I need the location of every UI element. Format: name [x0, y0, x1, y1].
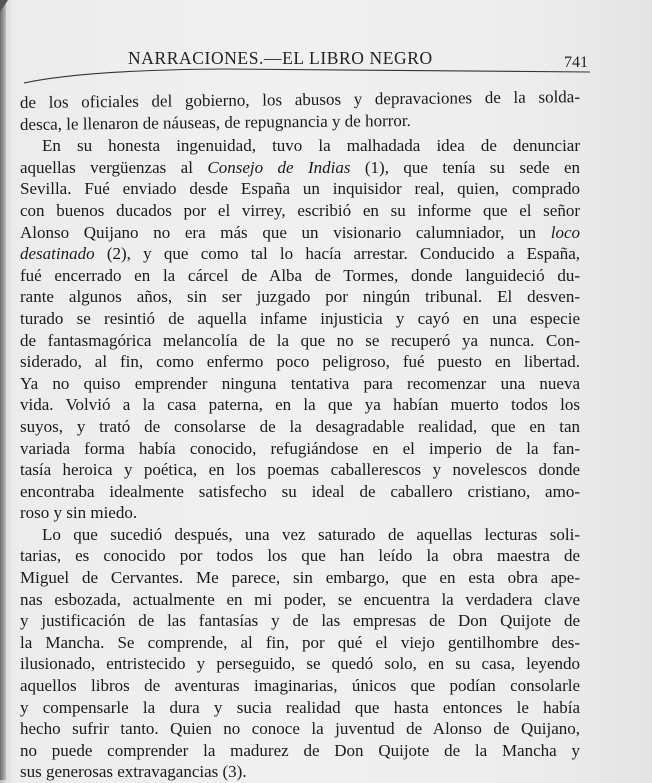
body-text	[19, 87, 581, 783]
text-line: aquellas vergüenzas al Consejo de Indias (1), que tenía su sede en	[20, 157, 580, 177]
text-line: suyos, y trató de consolarse de la desagradable realidad, que en tan	[20, 416, 580, 436]
text-line: no puede comprender la madurez de Don Quijote de la Mancha y	[20, 740, 580, 760]
text-line: ilusionado, entristecido y perseguido, se quedó solo, en su casa, leyendo	[20, 654, 580, 674]
text-line: rante algunos años, sin ser juzgado por ningún tribunal. El desven-	[20, 287, 580, 307]
page-number: 741	[564, 54, 588, 71]
text-line: nas esbozada, actualmente en mi poder, se encuentra la verdadera clave	[20, 589, 580, 609]
page-corner	[0, 0, 8, 12]
italic-title: Consejo de Indias	[207, 157, 351, 177]
text-line: y compensarle la dura y sucia realidad que hasta entonces le había	[20, 697, 580, 717]
text-line: En su honesta ingenuidad, tuvo la malhadada idea de denunciar	[42, 136, 580, 156]
text-line: roso y sin miedo.	[20, 503, 138, 523]
text-line: de fantasmagórica melancolía de la que no se recuperó ya nunca. Con-	[20, 330, 580, 350]
text-line: tarias, es conocido por todos los que han leído la obra maestra de	[20, 546, 580, 566]
text-line: Alonso Quijano no era más que un visionario calumniador, un loco	[20, 222, 580, 242]
italic-phrase: loco	[550, 222, 580, 242]
text-line: sus generosas extravagancias (3).	[20, 762, 247, 782]
text-line: la Mancha. Se comprende, al fin, por qué el viejo gentilhombre des-	[20, 632, 580, 652]
text-line: de los oficiales del gobierno, los abusos y depravaciones de la solda-	[19, 87, 581, 112]
text-line: encontraba idealmente satisfecho su ideal de caballero cristiano, amo-	[20, 481, 580, 501]
italic-phrase: desatinado	[20, 244, 95, 264]
text-line: vida. Volvió a la casa paterna, en la que ya habían muerto todos los	[20, 395, 580, 415]
header-rule	[24, 66, 590, 86]
text-line: Miguel de Cervantes. Me parece, sin embargo, que en esta obra ape-	[20, 568, 580, 588]
running-head: NARRACIONES.—EL LIBRO NEGRO	[128, 48, 433, 68]
text-line: fué encerrado en la cárcel de Alba de Tormes, donde languideció du-	[20, 265, 580, 285]
page-gutter	[0, 0, 6, 780]
text-line: desca, le llenaron de náuseas, de repugnancia y de horror.	[19, 110, 411, 134]
text-line: variada forma había conocido, refugiándose en el imperio de la fan-	[20, 438, 580, 458]
text-line: y justificación de las fantasías y de las empresas de Don Quijote de	[20, 611, 580, 631]
text-line: aquellos libros de aventuras imaginarias, únicos que podían consolarle	[20, 676, 580, 696]
text-line: con buenos ducados por el virrey, escribió en su informe que el señor	[20, 200, 580, 220]
text-line: Lo que sucedió después, una vez saturado de aquellas lecturas soli-	[42, 524, 580, 544]
text-line: turado se resintió de aquella infame injusticia y cayó en una especie	[20, 308, 580, 328]
text-line: desatinado (2), y que como tal lo hacía arrestar. Conducido a España,	[20, 244, 580, 264]
text-line: Sevilla. Fué enviado desde España un inquisidor real, quien, comprado	[20, 179, 580, 199]
text-line: siderado, al fin, como enfermo poco peligroso, fué puesto en libertad.	[20, 352, 580, 372]
text-line: Ya no quiso emprender ninguna tentativa para recomenzar una nueva	[20, 373, 580, 393]
text-line: hecho sufrir tanto. Quien no conoce la juventud de Alonso de Quijano,	[20, 719, 580, 739]
text-line: tasía heroica y poética, en los poemas caballerescos y novelescos donde	[20, 460, 580, 480]
